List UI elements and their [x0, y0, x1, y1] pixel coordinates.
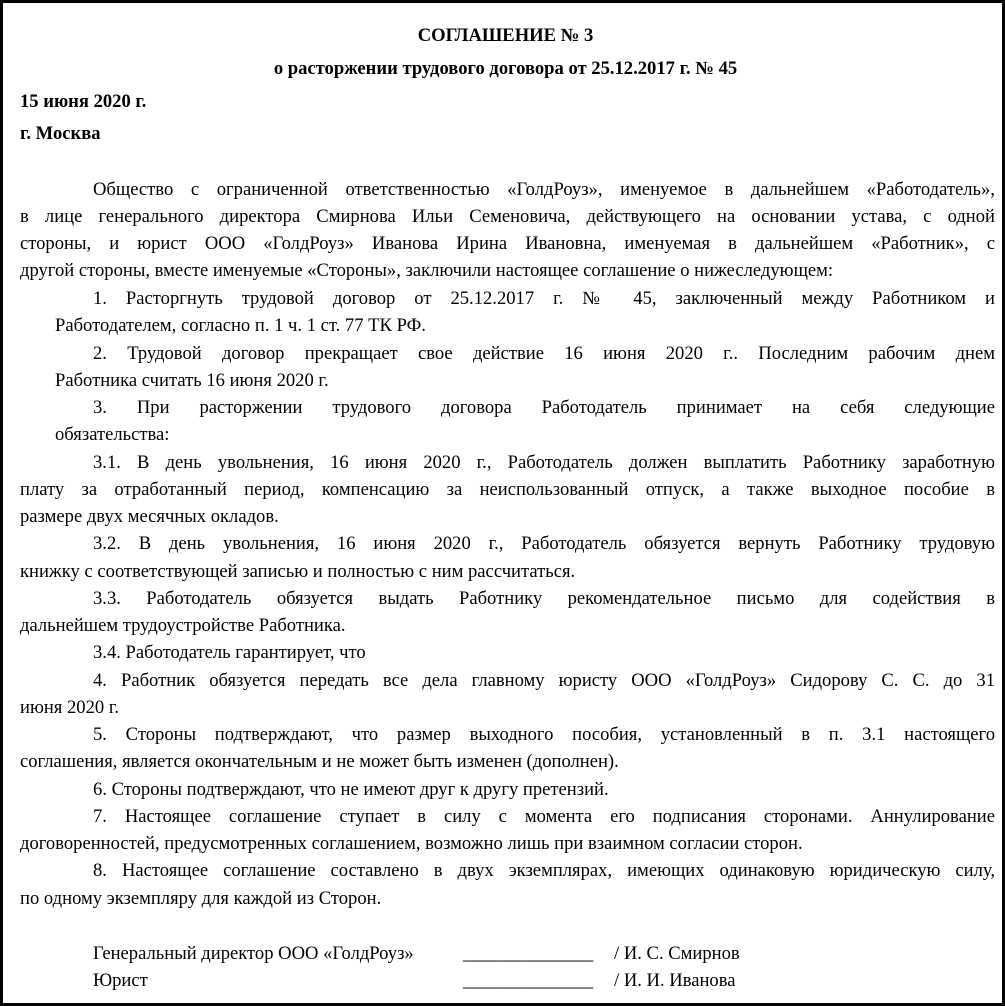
clause-line: договоренностей, предусмотренных соглашением, возможно лишь при взаимном согласии сторон. — [20, 833, 803, 854]
clause-line: 8. Настоящее соглашение составлено в двух экземплярах, имеющих одинаковую юридическую силу, — [93, 860, 995, 881]
clause-line: 3. При расторжении трудового договора Работодатель принимает на себя следующие — [93, 397, 995, 418]
clause-line: 3.2. В день увольнения, 16 июня 2020 г., Работодатель обязуется вернуть Работнику трудовую — [93, 533, 995, 554]
signature-role: Генеральный директор ООО «ГолдРоуз» — [93, 943, 414, 964]
preamble-line: Общество с ограниченной ответственностью «ГолдРоуз», именуемое в дальнейшем «Работодатель», — [93, 179, 995, 200]
clause-line: 1. Расторгнуть трудовой договор от 25.12.2017 г. № 45, заключенный между Работником и — [93, 288, 995, 309]
clause-line: 4. Работник обязуется передать все дела главному юристу ООО «ГолдРоуз» Сидорову С. С. до 31 — [93, 670, 995, 691]
signature-name: / И. И. Иванова — [614, 970, 736, 991]
clause-line: размере двух месячных окладов. — [20, 506, 279, 527]
clause-line: Работодателем, согласно п. 1 ч. 1 ст. 77 ТК РФ. — [55, 315, 426, 336]
clause-line: 6. Стороны подтверждают, что не имеют друг к другу претензий. — [93, 779, 609, 800]
clause-line: дальнейшем трудоустройстве Работника. — [20, 615, 346, 636]
signature-line: ______________ — [463, 970, 594, 991]
clause-line: 3.4. Работодатель гарантирует, что — [93, 642, 366, 663]
document-city: г. Москва — [20, 123, 101, 144]
document-date: 15 июня 2020 г. — [20, 91, 147, 112]
clause-line: 5. Стороны подтверждают, что размер выходного пособия, установленный в п. 3.1 настоящего — [93, 724, 995, 745]
preamble-line: в лице генерального директора Смирнова Ильи Семеновича, действующего на основании устава, с одной — [20, 206, 995, 227]
document-subtitle: о расторжении трудового договора от 25.12.2017 г. № 45 — [273, 58, 738, 79]
clause-line: 3.1. В день увольнения, 16 июня 2020 г., Работодатель должен выплатить Работнику заработную — [93, 452, 995, 473]
preamble-line: другой стороны, вместе именуемые «Стороны», заключили настоящее соглашение о нижеследующем: — [20, 260, 834, 281]
clause-line: июня 2020 г. — [20, 697, 120, 718]
clause-line: по одному экземпляру для каждой из Сторон. — [20, 888, 382, 909]
clause-line: 7. Настоящее соглашение ступает в силу с момента его подписания сторонами. Аннулирование — [93, 806, 995, 827]
signature-line: ______________ — [463, 943, 594, 964]
signature-role: Юрист — [93, 970, 148, 991]
preamble-line: стороны, и юрист ООО «ГолдРоуз» Иванова Ирина Ивановна, именуемая в дальнейшем «Работник», с — [20, 233, 995, 254]
document-title: СОГЛАШЕНИЕ № 3 — [417, 25, 594, 46]
clause-line: плату за отработанный период, компенсацию за неиспользованный отпуск, а также выходное пособие в — [20, 479, 995, 500]
clause-line: соглашения, является окончательным и не может быть изменен (дополнен). — [20, 751, 619, 772]
clause-line: книжку с соответствующей записью и полностью с ним рассчитаться. — [20, 561, 576, 582]
clause-line: 3.3. Работодатель обязуется выдать Работнику рекомендательное письмо для содействия в — [93, 588, 995, 609]
clause-line: обязательства: — [55, 424, 170, 445]
clause-line: Работника считать 16 июня 2020 г. — [55, 370, 329, 391]
signature-name: / И. С. Смирнов — [614, 943, 740, 964]
clause-line: 2. Трудовой договор прекращает свое действие 16 июня 2020 г.. Последним рабочим днем — [93, 343, 995, 364]
